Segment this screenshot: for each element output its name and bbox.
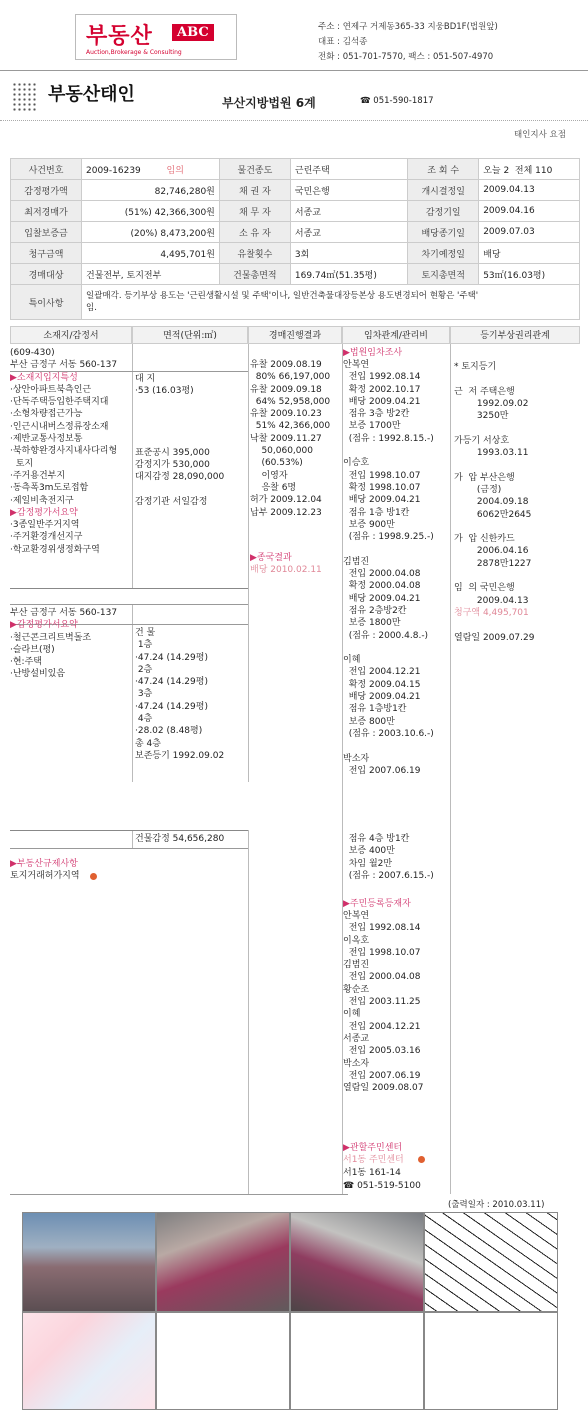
- building-area-line: 보존등기 1992.09.02: [135, 750, 225, 761]
- tenant-line: 전입 2004.12.21: [343, 667, 421, 678]
- location-line: 토지: [10, 458, 34, 469]
- tenant-line: 점유 2층방2칸: [343, 605, 407, 616]
- tenant-line: 안복연: [343, 360, 370, 370]
- progress-line: 51% 42,366,000: [250, 421, 331, 432]
- usage-value: 근린주택: [290, 159, 407, 180]
- location-block: [10, 347, 117, 556]
- regulation-line: 토지거래허가지역: [10, 871, 80, 882]
- resident-line: 이혜: [343, 1009, 361, 1020]
- location-line: ·북하향완경사지내사다리형: [10, 446, 118, 457]
- building-area-line: 4층: [135, 714, 153, 725]
- resident-line: 전입 2007.06.19: [343, 1070, 421, 1081]
- creditor-label: 채 권 자: [219, 180, 290, 201]
- building-location-line: 부산 금정구 서동 560-137: [10, 608, 118, 618]
- tenant-line: 보증 1700만: [343, 421, 401, 432]
- usage-label: 물건종도: [219, 159, 290, 180]
- col-divider: [450, 344, 451, 1194]
- tenant-line: 점유 1층방1칸: [343, 704, 407, 715]
- tenant-line: 배당 2009.04.21: [343, 593, 421, 604]
- registry-line: 2004.09.18: [454, 497, 529, 508]
- tenant-line: 차임 월2만: [343, 858, 393, 869]
- registry-line: 1993.03.11: [454, 448, 529, 459]
- resident-line: 박소자: [343, 1058, 370, 1069]
- tenant-line: (점유 : 2003.10.6.-): [343, 728, 434, 739]
- building-area-line: 1층: [135, 640, 153, 651]
- registry-line: [454, 422, 531, 434]
- logo-subtitle: Auction,Brokerage & Consulting: [86, 49, 182, 56]
- final-result-value: 배당 2010.02.11: [250, 565, 322, 575]
- resident-line: 전입 2000.04.08: [343, 972, 421, 983]
- tenant-line: 점유 1층 방1칸: [343, 507, 410, 518]
- registry-line: [454, 521, 531, 533]
- tenant-line: 전입 1992.08.14: [343, 372, 421, 383]
- registry-line: * 토지등기: [454, 362, 497, 372]
- building-location-line: ·현:주택: [10, 657, 42, 668]
- tenant-line: 보증 900만: [343, 519, 395, 530]
- demand-value: 2009.07.03: [479, 222, 580, 243]
- empty-photo-slot: [424, 1312, 558, 1410]
- location-line: ·제반교통사정보통: [10, 434, 83, 445]
- location-line: ·3종일반주거지역: [10, 520, 80, 531]
- registry-line: (금정): [454, 484, 502, 495]
- deposit-value: (20%) 8,473,200원: [82, 222, 220, 243]
- fail-label: 유찰횟수: [219, 243, 290, 264]
- land-area-line: 감정지가 530,000: [135, 460, 210, 471]
- next-label: 차기예정일: [408, 243, 479, 264]
- building-location-line: ·철근콘크리트벽돌조: [10, 632, 92, 643]
- demand-label: 배당종기일: [408, 222, 479, 243]
- resident-line: 전입 2005.03.16: [343, 1046, 421, 1057]
- tenant-line: 김범진: [343, 556, 370, 567]
- tenant-line: 배당 2009.04.21: [343, 692, 421, 703]
- resident-line: 안복연: [343, 911, 370, 921]
- center-arrow-icon[interactable]: [418, 1156, 425, 1163]
- progress-line: 유찰 2009.10.23: [250, 409, 322, 420]
- special-text-1: 일괄매각. 등기부상 용도는 '근린생활시설 및 주택'이나, 일반건축물대장등본상 용도변경되어 현황은 '주택': [86, 291, 479, 301]
- appraise-date-value: 2009.04.16: [479, 201, 580, 222]
- registry-line: 가등기 서상호: [454, 435, 510, 446]
- registry-line: 1992.09.02: [454, 398, 529, 409]
- auction-progress-block: [250, 359, 330, 519]
- tenant-line: 보증 800만: [343, 716, 395, 727]
- land-area-line: ·53 (16.03평): [135, 386, 194, 397]
- land-area-line: 감정기관 서일감정: [135, 496, 208, 507]
- tenant-line: 이혜: [343, 655, 361, 666]
- location-line: ▶감정평가서요약: [10, 507, 78, 518]
- resident-line: 전입 2003.11.25: [343, 997, 421, 1008]
- registry-line: 6062만2645: [454, 509, 532, 520]
- center-name: 서1동 주민센터: [343, 1155, 404, 1165]
- row-divider: [10, 1194, 348, 1195]
- min-price-label: 최저경매가: [11, 201, 82, 222]
- building-appraisal-total: 건물감정 54,656,280: [135, 834, 225, 844]
- resident-line: 전입 1992.08.14: [343, 923, 421, 934]
- col-divider: [248, 830, 249, 1194]
- land-area-value: 53㎡(16.03평): [479, 264, 580, 285]
- tenant-line: 확정 2009.04.15: [343, 679, 421, 690]
- building-area-line: ·47.24 (14.29평): [135, 701, 208, 712]
- registry-line: 3250만: [454, 411, 509, 422]
- building-area-line: 2층: [135, 664, 153, 675]
- land-area-line: [135, 484, 224, 496]
- logo-abc-text: ABC: [172, 24, 214, 41]
- resident-heading: ▶주민등록등재자: [343, 899, 411, 909]
- location-line: ·상안아파트북측인근: [10, 384, 92, 395]
- building-area-line: 건 물: [135, 628, 156, 638]
- center-phone: ☎ 051-519-5100: [343, 1181, 421, 1191]
- tenant-line: (점유 : 2000.4.8.-): [343, 630, 429, 641]
- resident-line: 김범진: [343, 960, 370, 971]
- tenant-line: 점유 4층 방1칸: [343, 834, 410, 844]
- resident-line: 전입 1998.10.07: [343, 947, 421, 958]
- progress-line: 허가 2009.12.04: [250, 495, 322, 506]
- resident-block: [343, 910, 423, 1094]
- case-label: 사건번호: [11, 159, 82, 180]
- brand-divider: [0, 120, 588, 121]
- tenant-line: 확정 1998.10.07: [343, 482, 421, 493]
- tenant-line: (점유 : 1992.8.15.-): [343, 433, 434, 444]
- col-header-area: 면적(단위:㎡): [132, 326, 248, 344]
- registry-line: 2878만1227: [454, 558, 532, 569]
- tenant-line: 박소자: [343, 753, 370, 764]
- location-line: (609-430): [10, 348, 55, 358]
- land-map-photo[interactable]: [424, 1212, 558, 1312]
- land-area-block: [135, 373, 224, 508]
- contact-phone: 전화 : 051-701-7570, 팩스 : 051-507-4970: [318, 52, 494, 62]
- empty-photo-slot: [290, 1312, 424, 1410]
- printed-date: (출력일자 : 2010.03.11): [448, 1200, 545, 1210]
- company-logo: [75, 14, 237, 60]
- col-header-registry: 등기부상권리관계: [450, 326, 580, 344]
- tenant-line: 이승호: [343, 458, 370, 469]
- next-value: 배당: [479, 243, 580, 264]
- tenant-line: [343, 445, 434, 457]
- progress-line: 낙찰 2009.11.27: [250, 433, 322, 444]
- regulation-block: [10, 858, 80, 883]
- registry-line: 2009.04.13: [454, 595, 529, 606]
- location-line: ·주거용건부지: [10, 470, 66, 481]
- registry-line: 근 저 주택은행: [454, 386, 515, 397]
- resident-line: 전입 2004.12.21: [343, 1021, 421, 1032]
- registry-block: [454, 361, 531, 607]
- special-label: 특이사항: [11, 285, 82, 320]
- tenant-line: 보증 1800만: [343, 618, 401, 629]
- tenant-line: (점유 : 2007.6.15.-): [343, 870, 434, 881]
- header-divider: [0, 70, 588, 71]
- branch-signature: 태인지사 요점: [514, 130, 566, 140]
- land-area-line: [135, 434, 224, 446]
- land-area-line: [135, 422, 224, 434]
- brand-dot-icon: [12, 82, 38, 112]
- registry-line: [454, 373, 531, 385]
- appraise-date-label: 감정기일: [408, 201, 479, 222]
- tenant-line: 배당 2009.04.21: [343, 495, 421, 506]
- col-header-location: 소재지/감정서: [10, 326, 132, 344]
- progress-line: 이영자: [250, 470, 288, 481]
- bldg-area-value: 169.74㎡(51.35평): [290, 264, 407, 285]
- location-line: ·제일비축전지구: [10, 495, 74, 506]
- resident-line: 이옥호: [343, 935, 370, 946]
- tenant-survey-heading: ▶법원임차조사: [343, 348, 403, 358]
- start-date-label: 개시결정일: [408, 180, 479, 201]
- logo-main-text: 부동산: [86, 24, 153, 49]
- building-area-line: 총 4층: [135, 738, 161, 749]
- bldg-area-label: 건물총면적: [219, 264, 290, 285]
- tenant-line: [343, 642, 434, 654]
- tenant-line: 점유 3층 방2칸: [343, 409, 410, 420]
- land-area-line: [135, 410, 224, 422]
- more-arrow-icon[interactable]: [90, 873, 97, 880]
- views-total: 전체 110: [514, 165, 553, 176]
- owner-value: 서종교: [290, 222, 407, 243]
- progress-line: 유찰 2009.08.19: [250, 360, 322, 370]
- location-line: ·주거환경개선지구: [10, 532, 83, 543]
- col-header-progress: 경매진행결과: [248, 326, 342, 344]
- tenant-line: 전입 1998.10.07: [343, 470, 421, 481]
- location-map-photo[interactable]: [22, 1312, 156, 1410]
- tenant-line: 배당 2009.04.21: [343, 396, 421, 407]
- resident-line: 열람일 2009.08.07: [343, 1083, 424, 1094]
- registry-line: 2006.04.16: [454, 546, 529, 557]
- object-value: 건물전부, 토지전부: [82, 264, 220, 285]
- col-divider: [248, 344, 249, 596]
- min-price-value: (51%) 42,366,300원: [82, 201, 220, 222]
- row-divider: [10, 848, 248, 849]
- location-line: ·인근시내버스정류장소재: [10, 421, 109, 432]
- start-date-value: 2009.04.13: [479, 180, 580, 201]
- building-area-line: 3층: [135, 689, 153, 700]
- location-line: ·학교환경위생정화구역: [10, 544, 100, 555]
- debtor-value: 서종교: [290, 201, 407, 222]
- empty-photo-slot: [156, 1312, 290, 1410]
- location-line: ▶소재지입지특성: [10, 372, 78, 383]
- contact-address: 주소 : 연제구 거제동365-33 지웅BD1F(법원앞): [318, 22, 498, 32]
- appraisal-value: 82,746,280원: [82, 180, 220, 201]
- center-heading: ▶관할주민센터: [343, 1143, 403, 1153]
- tenant-line: [343, 740, 434, 752]
- tenant-line: 전입 2007.06.19: [343, 765, 421, 776]
- appraisal-label: 감정평가액: [11, 180, 82, 201]
- progress-line: (60.53%): [250, 458, 303, 469]
- tenant-line: [343, 543, 434, 555]
- building-location-line: ▶감정평가서요약: [10, 620, 78, 631]
- center-address: 서1동 161-14: [343, 1168, 401, 1178]
- building-area-line: ·47.24 (14.29평): [135, 677, 208, 688]
- row-divider: [10, 830, 248, 831]
- progress-line: 80% 66,197,000: [250, 372, 331, 383]
- land-area-line: [135, 398, 224, 410]
- brand-logo: 부동산태인: [48, 84, 135, 105]
- owner-label: 소 유 자: [219, 222, 290, 243]
- row-divider: [10, 604, 248, 605]
- registry-line: 가 압 신한카드: [454, 534, 515, 545]
- views-label: 조 회 수: [408, 159, 479, 180]
- claim-label: 청구금액: [11, 243, 82, 264]
- registry-line: 가 압 부산은행: [454, 472, 515, 483]
- final-result-heading: ▶종국결과: [250, 553, 292, 563]
- creditor-value: 국민은행: [290, 180, 407, 201]
- tenant-line: 확정 2000.04.08: [343, 581, 421, 592]
- registry-line: 임 의 국민은행: [454, 583, 515, 594]
- deposit-label: 입찰보증금: [11, 222, 82, 243]
- resident-line: 황순조: [343, 984, 370, 995]
- col-divider: [132, 830, 133, 848]
- progress-line: 50,060,000: [250, 446, 313, 457]
- land-area-line: 대지감정 28,090,000: [135, 472, 225, 483]
- progress-line: 64% 52,958,000: [250, 396, 331, 407]
- object-label: 경매대상: [11, 264, 82, 285]
- progress-line: 납부 2009.12.23: [250, 507, 322, 518]
- row-divider: [10, 588, 248, 589]
- land-area-line: 대 지: [135, 374, 156, 384]
- case-tag: 임의: [166, 165, 184, 176]
- debtor-label: 채 무 자: [219, 201, 290, 222]
- building-area-line: ·28.02 (8.48평): [135, 726, 203, 737]
- location-line: ·동측폭3m도로접함: [10, 483, 89, 494]
- registry-view-date: 열람일 2009.07.29: [454, 633, 535, 643]
- contact-ceo: 대표 : 김석종: [318, 37, 368, 47]
- tenant-line: 전입 2000.04.08: [343, 569, 421, 580]
- location-line: ·단독주택등입한주택지대: [10, 397, 109, 408]
- property-photo-3[interactable]: [290, 1212, 424, 1312]
- fail-value: 3회: [290, 243, 407, 264]
- land-area-line: 표준공시 395,000: [135, 447, 210, 458]
- court-name: 부산지방법원 6계: [222, 96, 316, 110]
- court-phone: ☎ 051-590-1817: [360, 96, 434, 106]
- property-photo-1[interactable]: [22, 1212, 156, 1312]
- registry-line: [454, 570, 531, 582]
- resident-line: 서종교: [343, 1033, 370, 1044]
- registry-line: [454, 459, 531, 471]
- col-divider: [132, 604, 133, 782]
- building-area-line: ·47.24 (14.29평): [135, 652, 208, 663]
- progress-line: 유찰 2009.09.18: [250, 384, 322, 395]
- building-location-line: ·난방설비있음: [10, 669, 66, 680]
- col-divider: [248, 596, 249, 782]
- case-info-table: [10, 158, 580, 320]
- property-photo-2[interactable]: [156, 1212, 290, 1312]
- registry-claim: 청구액 4,495,701: [454, 608, 529, 618]
- special-text-2: 임.: [86, 303, 97, 313]
- tenant-line: 보증 400만: [343, 846, 395, 857]
- land-area-label: 토지총면적: [408, 264, 479, 285]
- views-today: 오늘 2: [483, 165, 510, 176]
- building-location-block: [10, 607, 117, 681]
- building-location-line: ·슬라브(평): [10, 644, 55, 655]
- tenant-line: (점유 : 1998.9.25.-): [343, 532, 434, 543]
- claim-value: 4,495,701원: [82, 243, 220, 264]
- tenant-survey-cont: [343, 833, 434, 882]
- tenant-survey-block: [343, 359, 434, 777]
- regulation-line: ▶부동산규제사항: [10, 859, 78, 869]
- col-header-tenant: 임차관계/관리비: [342, 326, 450, 344]
- col-divider: [132, 344, 133, 588]
- building-area-block: [135, 627, 224, 762]
- location-line: ·소형차량접근가능: [10, 409, 83, 420]
- progress-line: 응찰 6명: [250, 482, 297, 493]
- location-line: 부산 금정구 서동 560-137: [10, 360, 118, 371]
- tenant-line: 확정 2002.10.17: [343, 384, 421, 395]
- case-number: 2009-16239: [86, 165, 141, 176]
